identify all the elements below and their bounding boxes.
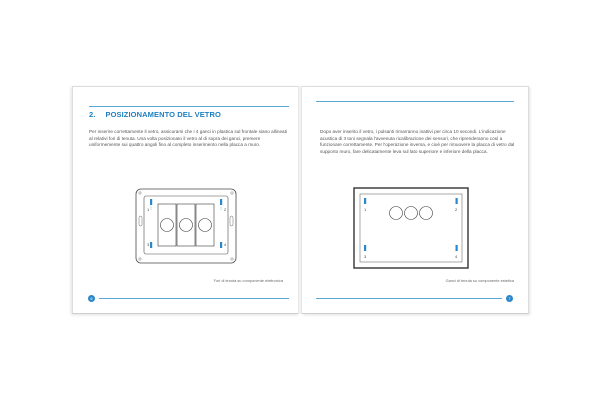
book-spread (72, 86, 528, 316)
hole-marker (150, 199, 152, 205)
top-rule (89, 106, 289, 107)
hook-label-3: 3 (364, 254, 367, 259)
left-page (72, 86, 299, 314)
hook-label-1: 1 (364, 207, 367, 212)
section-title-text: POSIZIONAMENTO DEL VETRO (105, 110, 221, 119)
figure-caption: Fori di tenuta su componente elettronica (213, 278, 283, 283)
figure-caption: Ganci di tenuta su componente estetica (445, 278, 514, 283)
hole-marker (220, 199, 222, 205)
hook-label-2: 2 (455, 207, 458, 212)
page-number: 6 (88, 295, 95, 302)
section-number: 2. (89, 110, 96, 119)
page-number: 7 (506, 295, 513, 302)
right-page (302, 86, 529, 314)
hole-label-3: 3 (147, 242, 150, 247)
bottom-rule (99, 298, 289, 299)
hook-marker (456, 198, 458, 204)
hole-label-2: 2 (224, 207, 227, 212)
glass-plate-illustration (352, 186, 470, 270)
top-rule (316, 101, 514, 102)
electronic-module-illustration (131, 186, 243, 266)
body-paragraph: Per inserire correttamente il vetro, assicurarsi che i 4 ganci in plastica sul frontale siano allineati al relativi fori di tenuta. Una volta posizionato il vetro al di sopra dei ganci, premere uniformemente sui quattro angoli fino al completo inserimento nella placca a muro. (89, 129, 288, 148)
hole-label-4: 4 (224, 242, 227, 247)
hole-marker (150, 242, 152, 248)
bottom-rule (316, 298, 502, 299)
hook-marker (364, 198, 366, 204)
body-paragraph: Dopo aver inserito il vetro, i pulsanti rimarranno inattivi per circa 10 secondi. L'indicazione acustica di 3 toni segnala l'avvenuta ricalibrazione dei sensori, che riprenderanno così a funzionare correttamente. Per l'operazione inversa, e cioè per rimuovere la placca di vetro dal supporto muro, fare delicatamente leva sul lato superiore e inferiore della placca. (320, 129, 515, 154)
hook-label-4: 4 (455, 254, 458, 259)
section-title (89, 110, 221, 119)
hook-marker (456, 245, 458, 251)
hole-marker (220, 242, 222, 248)
hook-marker (364, 245, 366, 251)
hole-label-1: 1 (147, 207, 150, 212)
